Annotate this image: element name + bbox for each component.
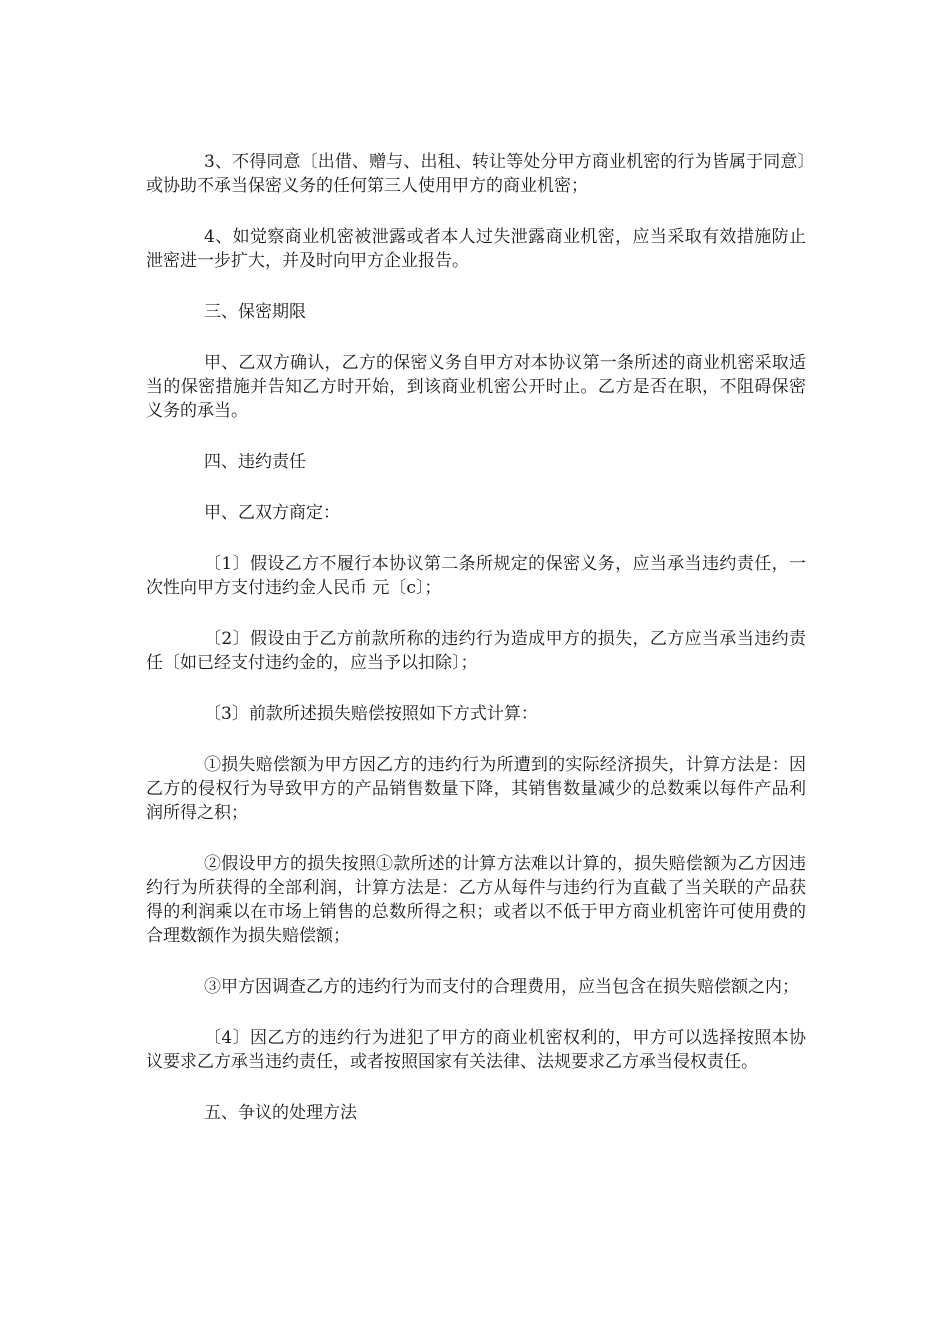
item-1-paragraph: 〔1〕假设乙方不履行本协议第二条所规定的保密义务，应当承当违约责任，一次性向甲方支付违约金人民币 元〔c〕； — [146, 554, 806, 598]
item-3-paragraph: 〔3〕前款所述损失赔偿按照如下方式计算： — [204, 704, 538, 724]
parties-agree-paragraph: 甲、乙双方商定： — [204, 503, 340, 523]
confidentiality-period-paragraph: 甲、乙双方确认，乙方的保密义务自甲方对本协议第一条所述的商业机密采取适当的保密措施并告知乙方时开始，到该商业机密公开时止。乙方是否在职，不阻碍保密义务的承当。 — [146, 353, 806, 421]
document-body — [146, 150, 806, 1152]
item-2-paragraph: 〔2〕假设由于乙方前款所称的违约行为造成甲方的损失，乙方应当承当违约责任〔如已经支付违约金的，应当予以扣除〕； — [146, 629, 806, 673]
item-4-paragraph: 〔4〕因乙方的违约行为进犯了甲方的商业机密权利的，甲方可以选择按照本协议要求乙方承当违约责任，或者按照国家有关法律、法规要求乙方承当侵权责任。 — [146, 1028, 806, 1072]
clause-3-paragraph: 3、不得同意〔出借、赠与、出租、转让等处分甲方商业机密的行为皆属于同意〕或协助不承当保密义务的任何第三人使用甲方的商业机密； — [146, 152, 806, 196]
subitem-2-paragraph: ②假设甲方的损失按照①款所述的计算方法难以计算的，损失赔偿额为乙方因违约行为所获得的全部利润，计算方法是：乙方从每件与违约行为直截了当关联的产品获得的利润乘以在市场上销售的总数所得之积；或者以不低于甲方商业机密许可使用费的合理数额作为损失赔偿额； — [146, 854, 806, 946]
section-heading-confidentiality-period: 三、保密期限 — [204, 302, 306, 322]
subitem-1-paragraph: ①损失赔偿额为甲方因乙方的违约行为所遭到的实际经济损失，计算方法是：因乙方的侵权行为导致甲方的产品销售数量下降，其销售数量减少的总数乘以每件产品利润所得之积； — [146, 755, 806, 823]
subitem-3-paragraph: ③甲方因调查乙方的违约行为而支付的合理费用，应当包含在损失赔偿额之内； — [204, 977, 799, 997]
clause-4-paragraph: 4、如觉察商业机密被泄露或者本人过失泄露商业机密，应当采取有效措施防止泄密进一步扩大，并及时向甲方企业报告。 — [146, 227, 806, 271]
section-heading-breach-liability: 四、违约责任 — [204, 452, 306, 472]
section-heading-dispute-resolution: 五、争议的处理方法 — [204, 1103, 357, 1123]
